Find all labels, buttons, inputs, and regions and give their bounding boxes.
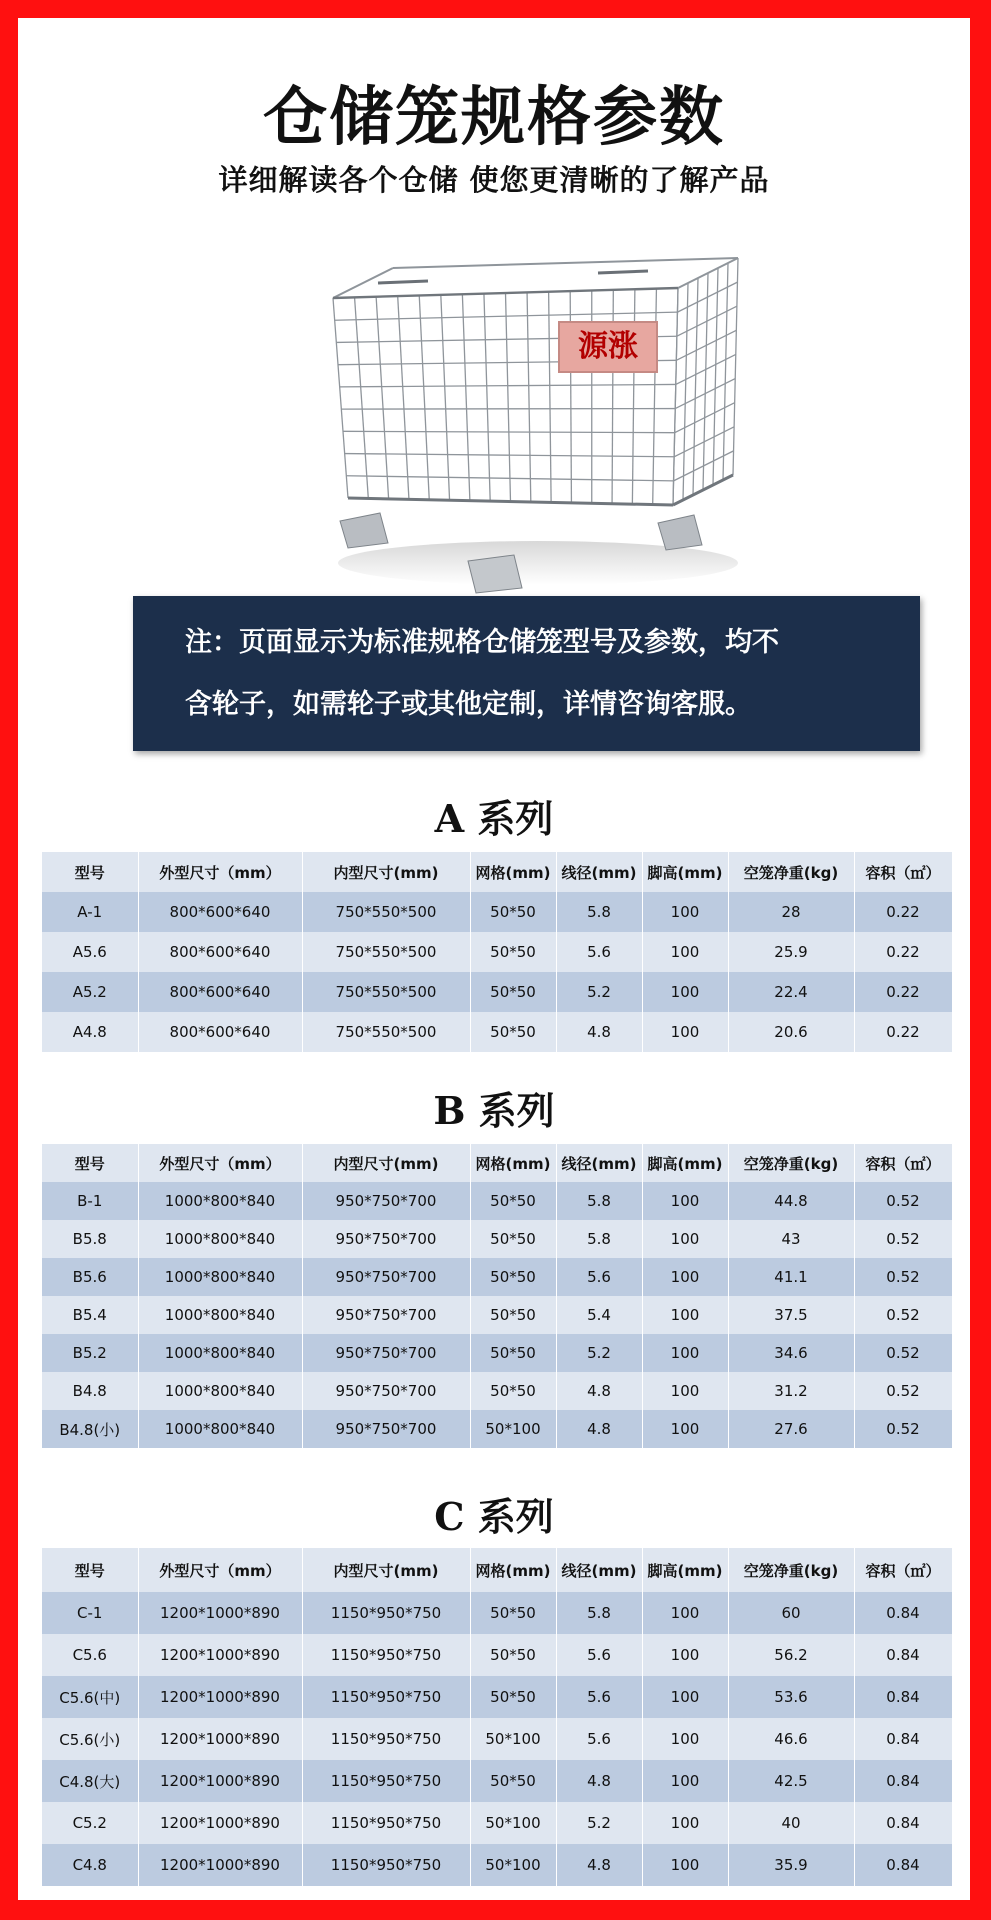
column-header: 外型尺寸（mm）: [138, 1548, 302, 1592]
note-line: 含轮子，如需轮子或其他定制，详情咨询客服。: [185, 689, 752, 720]
table-cell: 5.6: [556, 932, 642, 972]
table-cell: 60: [728, 1592, 854, 1634]
table-cell: 100: [642, 1844, 728, 1886]
table-cell: A5.2: [42, 972, 138, 1012]
page-title: 仓储笼规格参数: [263, 81, 725, 155]
table-cell: 100: [642, 1676, 728, 1718]
table-cell: 5.6: [556, 1676, 642, 1718]
table-row: [42, 1258, 952, 1296]
table-cell: 4.8: [556, 1372, 642, 1410]
brand-label: 源涨: [558, 321, 658, 373]
table-cell: B5.6: [42, 1258, 138, 1296]
table-cell: 0.22: [854, 972, 952, 1012]
table-cell: 950*750*700: [302, 1258, 470, 1296]
table-cell: 1150*950*750: [302, 1802, 470, 1844]
table-cell: 100: [642, 1802, 728, 1844]
column-header: 网格(mm): [470, 1548, 556, 1592]
table-cell: 0.84: [854, 1634, 952, 1676]
table-cell: 800*600*640: [138, 892, 302, 932]
table-cell: 1200*1000*890: [138, 1634, 302, 1676]
table-cell: 100: [642, 1296, 728, 1334]
table-cell: 50*100: [470, 1410, 556, 1448]
table-row: [42, 1802, 952, 1844]
column-header: 线径(mm): [556, 1548, 642, 1592]
table-cell: 0.84: [854, 1676, 952, 1718]
table-row: [42, 932, 952, 972]
table-cell: 100: [642, 1634, 728, 1676]
table-row: [42, 1296, 952, 1334]
table-cell: 750*550*500: [302, 932, 470, 972]
table-cell: 44.8: [728, 1182, 854, 1220]
table-cell: 50*50: [470, 1592, 556, 1634]
table-cell: 50*100: [470, 1718, 556, 1760]
table-cell: 100: [642, 1220, 728, 1258]
table-cell: 1000*800*840: [138, 1410, 302, 1448]
table-cell: 50*50: [470, 1012, 556, 1052]
column-header: 线径(mm): [556, 1144, 642, 1182]
table-row: [42, 1372, 952, 1410]
table-cell: 50*100: [470, 1844, 556, 1886]
table-row: [42, 1012, 952, 1052]
table-cell: 46.6: [728, 1718, 854, 1760]
table-row: [42, 972, 952, 1012]
table-row: [42, 1844, 952, 1886]
table-row: [42, 1592, 952, 1634]
table-cell: 0.84: [854, 1592, 952, 1634]
column-header: 容积（㎡）: [854, 852, 952, 892]
table-cell: 50*50: [470, 1258, 556, 1296]
table-cell: 25.9: [728, 932, 854, 972]
table-cell: 41.1: [728, 1258, 854, 1296]
table-cell: 43: [728, 1220, 854, 1258]
table-cell: 100: [642, 1334, 728, 1372]
page-subtitle: 详细解读各个仓储 使您更清晰的了解产品: [218, 163, 770, 197]
table-cell: B5.4: [42, 1296, 138, 1334]
table-cell: C5.6: [42, 1634, 138, 1676]
table-cell: 1200*1000*890: [138, 1844, 302, 1886]
table-cell: 100: [642, 1760, 728, 1802]
table-row: [42, 1220, 952, 1258]
table-row: [42, 1718, 952, 1760]
table-cell: 50*50: [470, 1182, 556, 1220]
table-cell: 1000*800*840: [138, 1372, 302, 1410]
series-b-title: B 系列: [433, 1088, 555, 1133]
table-cell: C5.2: [42, 1802, 138, 1844]
table-cell: 50*50: [470, 892, 556, 932]
table-row: [42, 1676, 952, 1718]
table-cell: 50*50: [470, 1296, 556, 1334]
table-cell: B4.8: [42, 1372, 138, 1410]
table-cell: 4.8: [556, 1012, 642, 1052]
table-cell: 0.52: [854, 1220, 952, 1258]
table-cell: 800*600*640: [138, 1012, 302, 1052]
table-cell: 50*100: [470, 1802, 556, 1844]
column-header: 内型尺寸(mm): [302, 1548, 470, 1592]
table-cell: 750*550*500: [302, 1012, 470, 1052]
table-cell: 100: [642, 972, 728, 1012]
table-cell: 0.52: [854, 1372, 952, 1410]
table-cell: 1000*800*840: [138, 1258, 302, 1296]
table-cell: 0.84: [854, 1844, 952, 1886]
table-cell: 0.52: [854, 1182, 952, 1220]
table-cell: 0.52: [854, 1334, 952, 1372]
table-cell: 100: [642, 1592, 728, 1634]
column-header: 网格(mm): [470, 1144, 556, 1182]
table-cell: 40: [728, 1802, 854, 1844]
table-cell: 100: [642, 1372, 728, 1410]
table-cell: 5.8: [556, 1220, 642, 1258]
table-cell: 27.6: [728, 1410, 854, 1448]
table-cell: 4.8: [556, 1760, 642, 1802]
table-cell: 50*50: [470, 1334, 556, 1372]
column-header: 外型尺寸（mm）: [138, 852, 302, 892]
table-cell: 950*750*700: [302, 1296, 470, 1334]
table-row: [42, 1760, 952, 1802]
table-cell: 1200*1000*890: [138, 1592, 302, 1634]
table-cell: 100: [642, 1258, 728, 1296]
table-row: [42, 1634, 952, 1676]
table-cell: 1000*800*840: [138, 1334, 302, 1372]
table-cell: 56.2: [728, 1634, 854, 1676]
table-cell: 20.6: [728, 1012, 854, 1052]
column-header: 内型尺寸(mm): [302, 852, 470, 892]
column-header: 空笼净重(kg): [728, 852, 854, 892]
table-cell: 5.8: [556, 1182, 642, 1220]
table-cell: 50*50: [470, 932, 556, 972]
column-header: 线径(mm): [556, 852, 642, 892]
column-header: 内型尺寸(mm): [302, 1144, 470, 1182]
table-cell: 5.8: [556, 1592, 642, 1634]
table-cell: 50*50: [470, 1634, 556, 1676]
table-cell: A5.6: [42, 932, 138, 972]
table-header-row: [42, 852, 952, 892]
table-cell: 950*750*700: [302, 1182, 470, 1220]
table-cell: 0.22: [854, 892, 952, 932]
table-cell: 100: [642, 932, 728, 972]
table-cell: 800*600*640: [138, 932, 302, 972]
table-cell: A4.8: [42, 1012, 138, 1052]
table-cell: 100: [642, 1182, 728, 1220]
table-cell: 28: [728, 892, 854, 932]
column-header: 空笼净重(kg): [728, 1144, 854, 1182]
table-cell: 5.2: [556, 1802, 642, 1844]
table-cell: 22.4: [728, 972, 854, 1012]
table-row: [42, 1334, 952, 1372]
column-header: 容积（㎡）: [854, 1548, 952, 1592]
table-cell: 1200*1000*890: [138, 1676, 302, 1718]
table-cell: 1150*950*750: [302, 1844, 470, 1886]
column-header: 脚高(mm): [642, 852, 728, 892]
table-cell: 1200*1000*890: [138, 1718, 302, 1760]
table-cell: B4.8(小): [42, 1410, 138, 1448]
column-header: 脚高(mm): [642, 1548, 728, 1592]
table-cell: 5.2: [556, 1334, 642, 1372]
table-cell: 1000*800*840: [138, 1220, 302, 1258]
table-cell: 100: [642, 892, 728, 932]
table-header-row: [42, 1144, 952, 1182]
table-cell: 35.9: [728, 1844, 854, 1886]
storage-cage-image: [318, 243, 758, 603]
column-header: 空笼净重(kg): [728, 1548, 854, 1592]
table-cell: 4.8: [556, 1844, 642, 1886]
table-cell: 800*600*640: [138, 972, 302, 1012]
table-cell: 37.5: [728, 1296, 854, 1334]
table-cell: 42.5: [728, 1760, 854, 1802]
table-cell: 1150*950*750: [302, 1760, 470, 1802]
series-c-title: C 系列: [434, 1494, 554, 1539]
column-header: 容积（㎡）: [854, 1144, 952, 1182]
table-cell: 1200*1000*890: [138, 1760, 302, 1802]
table-cell: 0.84: [854, 1802, 952, 1844]
table-cell: 5.6: [556, 1634, 642, 1676]
series-a-title: A 系列: [434, 796, 554, 841]
table-cell: 950*750*700: [302, 1220, 470, 1258]
series-c-table: [42, 1548, 953, 1886]
table-cell: 1150*950*750: [302, 1634, 470, 1676]
table-cell: 50*50: [470, 1676, 556, 1718]
table-cell: 0.84: [854, 1760, 952, 1802]
table-cell: 100: [642, 1718, 728, 1760]
product-page: [18, 18, 970, 1900]
table-cell: B5.2: [42, 1334, 138, 1372]
table-cell: B5.8: [42, 1220, 138, 1258]
table-header-row: [42, 1548, 952, 1592]
table-cell: B-1: [42, 1182, 138, 1220]
table-cell: 750*550*500: [302, 972, 470, 1012]
table-cell: 1150*950*750: [302, 1592, 470, 1634]
table-cell: 53.6: [728, 1676, 854, 1718]
table-cell: 4.8: [556, 1410, 642, 1448]
table-cell: C4.8(大): [42, 1760, 138, 1802]
table-cell: 5.6: [556, 1718, 642, 1760]
table-cell: 1200*1000*890: [138, 1802, 302, 1844]
table-cell: 0.22: [854, 932, 952, 972]
table-cell: 50*50: [470, 1220, 556, 1258]
column-header: 网格(mm): [470, 852, 556, 892]
table-cell: 950*750*700: [302, 1334, 470, 1372]
series-b-table: [42, 1144, 953, 1448]
note-line: 注：页面显示为标准规格仓储笼型号及参数，均不: [185, 627, 779, 658]
column-header: 型号: [42, 852, 138, 892]
table-cell: 1000*800*840: [138, 1296, 302, 1334]
table-cell: 50*50: [470, 1760, 556, 1802]
table-row: [42, 892, 952, 932]
table-cell: 0.52: [854, 1410, 952, 1448]
table-cell: 750*550*500: [302, 892, 470, 932]
column-header: 型号: [42, 1144, 138, 1182]
column-header: 型号: [42, 1548, 138, 1592]
table-cell: 950*750*700: [302, 1410, 470, 1448]
series-a-table: [42, 852, 953, 1052]
table-cell: 5.8: [556, 892, 642, 932]
table-row: [42, 1182, 952, 1220]
table-cell: 5.2: [556, 972, 642, 1012]
table-cell: 1150*950*750: [302, 1718, 470, 1760]
column-header: 脚高(mm): [642, 1144, 728, 1182]
note-box: [133, 596, 920, 751]
table-cell: 0.52: [854, 1258, 952, 1296]
table-cell: C4.8: [42, 1844, 138, 1886]
table-cell: 100: [642, 1012, 728, 1052]
table-cell: 100: [642, 1410, 728, 1448]
table-cell: 31.2: [728, 1372, 854, 1410]
table-row: [42, 1410, 952, 1448]
table-cell: 34.6: [728, 1334, 854, 1372]
table-cell: C5.6(中): [42, 1676, 138, 1718]
table-cell: C-1: [42, 1592, 138, 1634]
table-cell: 50*50: [470, 1372, 556, 1410]
table-cell: 0.84: [854, 1718, 952, 1760]
table-cell: 1000*800*840: [138, 1182, 302, 1220]
table-cell: A-1: [42, 892, 138, 932]
table-cell: 0.22: [854, 1012, 952, 1052]
column-header: 外型尺寸（mm）: [138, 1144, 302, 1182]
table-cell: 950*750*700: [302, 1372, 470, 1410]
table-cell: 1150*950*750: [302, 1676, 470, 1718]
table-cell: 50*50: [470, 972, 556, 1012]
table-cell: C5.6(小): [42, 1718, 138, 1760]
table-cell: 5.6: [556, 1258, 642, 1296]
table-cell: 5.4: [556, 1296, 642, 1334]
table-cell: 0.52: [854, 1296, 952, 1334]
